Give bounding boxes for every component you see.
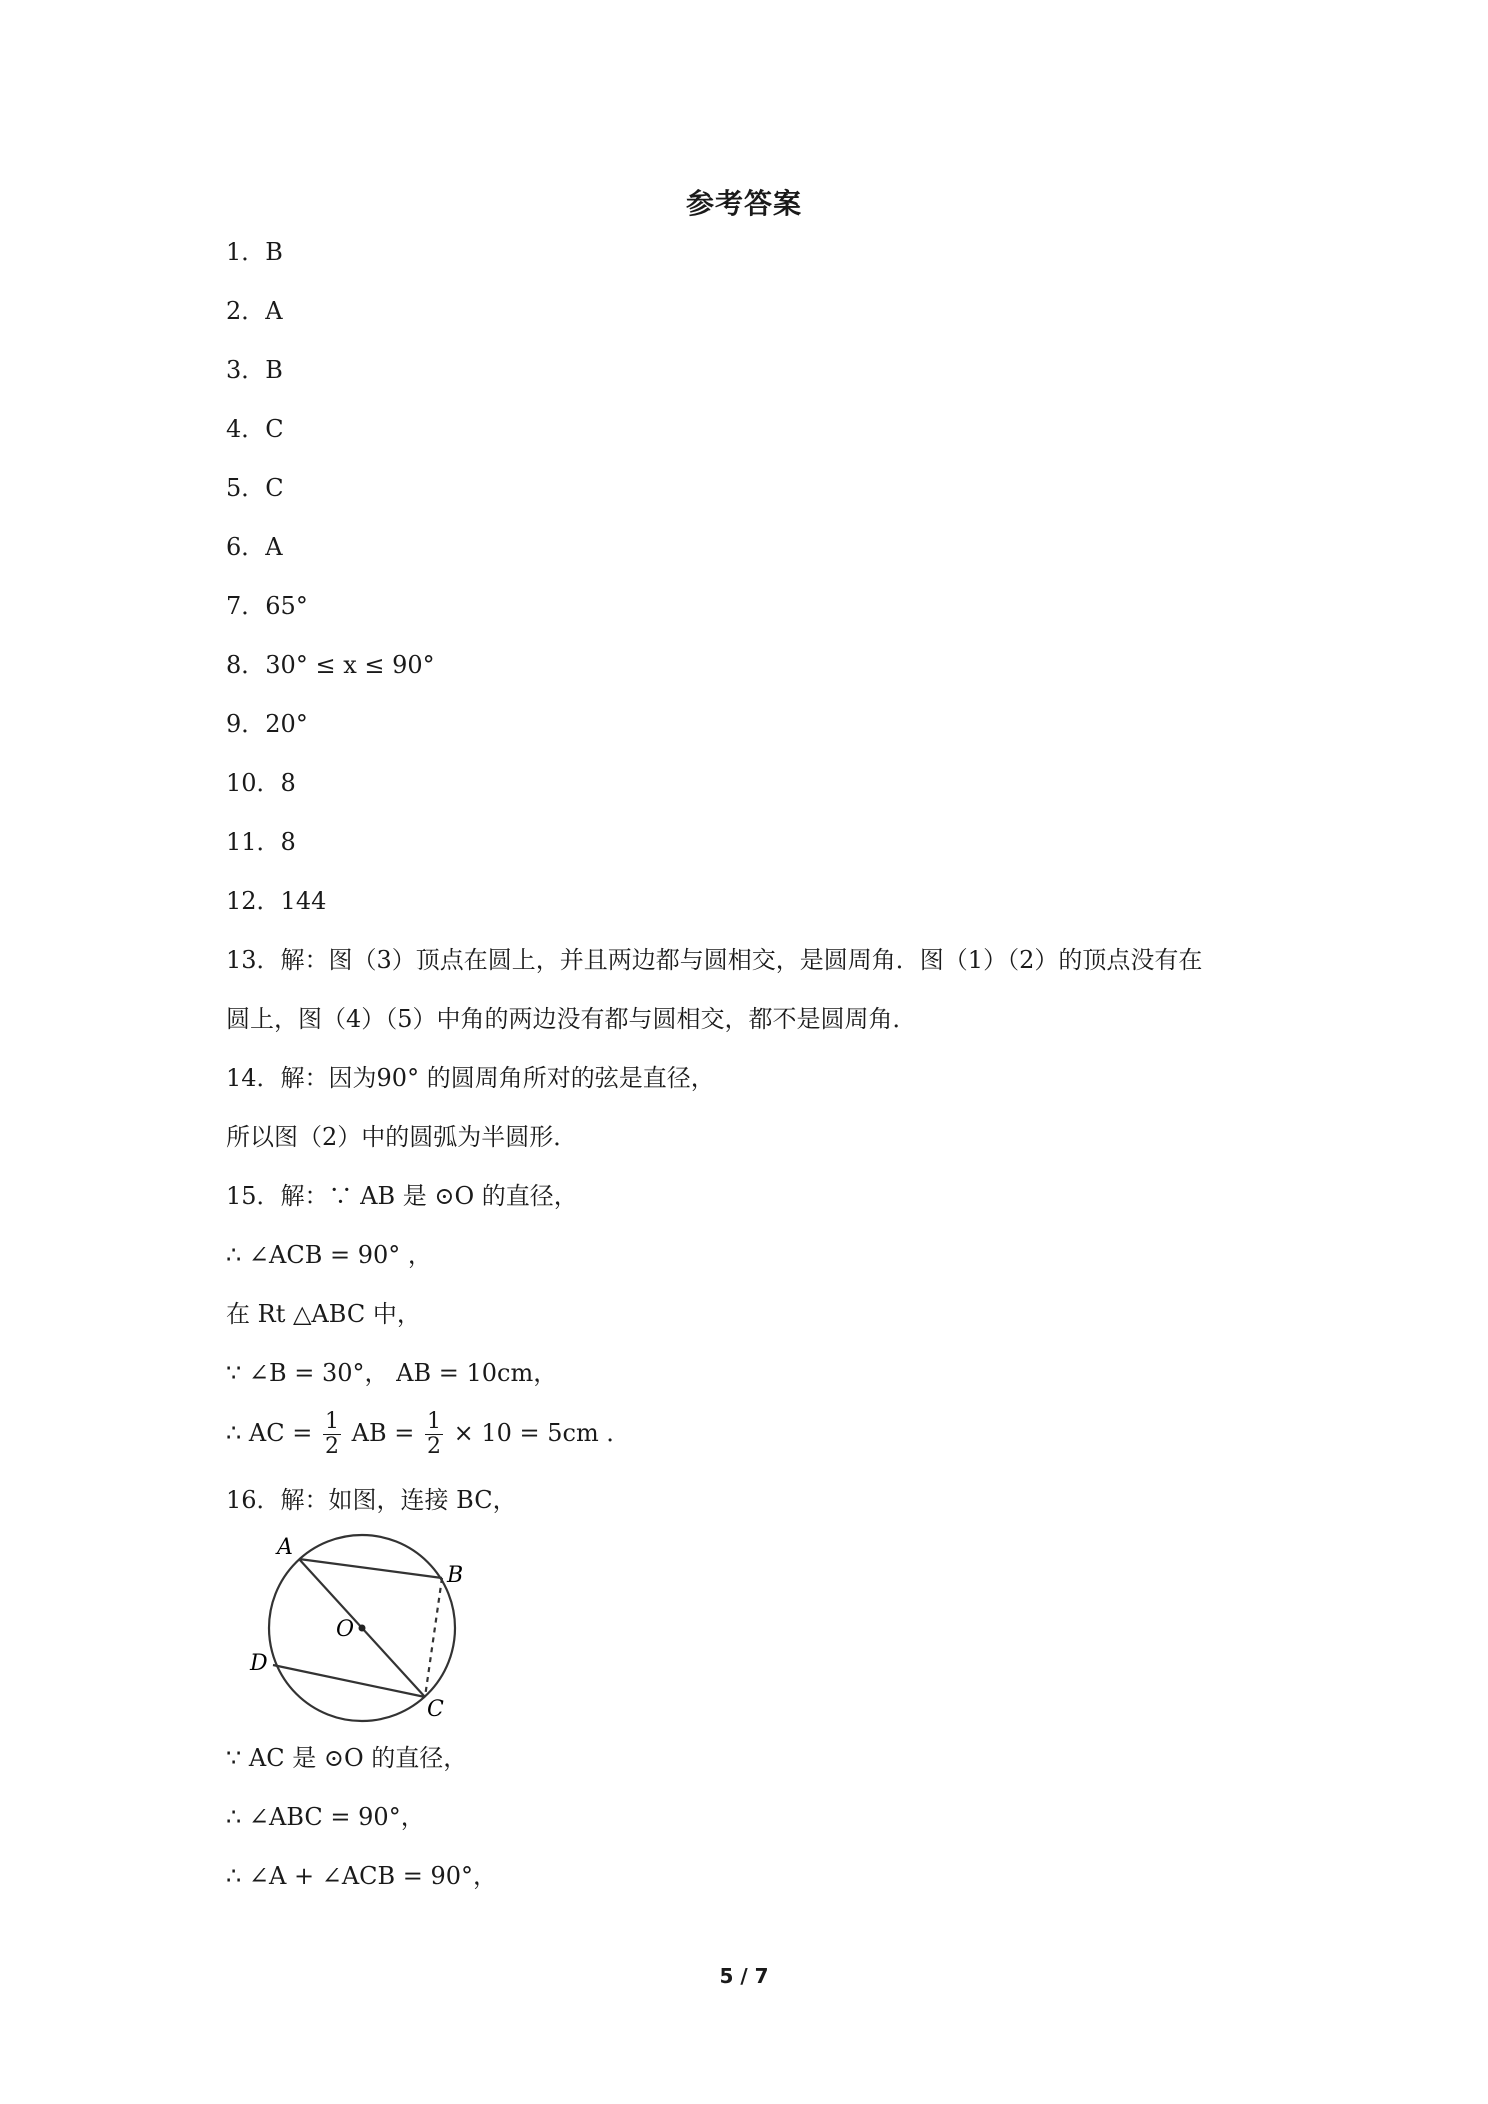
q15-line-3: 在 Rt △ABC 中， — [226, 1300, 421, 1328]
label-a: A — [277, 1535, 293, 1560]
q15-line-2: ∴ ∠ACB = 90° ， — [226, 1241, 432, 1269]
answer-8: 8．30° ≤ x ≤ 90° — [226, 651, 435, 679]
fraction-half-2: $\frac{1}{2}$ — [426, 1409, 441, 1459]
answer-10: 10．8 — [226, 769, 296, 797]
label-d: D — [250, 1651, 268, 1676]
answer-11: 11．8 — [226, 828, 296, 856]
q16-line-1: 16．解：如图，连接 BC， — [226, 1486, 517, 1514]
answer-4: 4．C — [226, 415, 284, 443]
chord-ab — [299, 1559, 442, 1578]
answer-1: 1．B — [226, 238, 283, 266]
label-c: C — [427, 1697, 444, 1722]
answer-3: 3．B — [226, 356, 283, 384]
answer-6: 6．A — [226, 533, 283, 561]
answer-7: 7．65° — [226, 592, 308, 620]
answer-5: 5．C — [226, 474, 284, 502]
q14-line-2: 所以图（2）中的圆弧为半圆形． — [226, 1123, 578, 1151]
q13-line-1: 13．解：图（3）顶点在圆上，并且两边都与圆相交，是圆周角．图（1）（2）的顶点没有在 — [226, 946, 1203, 974]
circle-figure — [240, 1528, 470, 1723]
q15-line-4: ∵ ∠B = 30°， AB = 10cm， — [226, 1359, 558, 1387]
page-number: 5 / 7 — [719, 1964, 769, 1988]
q15-line-1: 15．解：∵ AB 是 ⊙O 的直径， — [226, 1182, 578, 1210]
center-point — [359, 1625, 366, 1632]
label-o: O — [336, 1617, 355, 1642]
label-b: B — [447, 1563, 464, 1588]
q16-line-3: ∴ ∠ABC = 90°， — [226, 1803, 425, 1831]
q14-line-1: 14．解：因为90° 的圆周角所对的弦是直径， — [226, 1064, 715, 1092]
page-title: 参考答案 — [685, 187, 802, 220]
q13-line-2: 圆上，图（4）（5）中角的两边没有都与圆相交，都不是圆周角． — [226, 1005, 917, 1033]
q16-line-4: ∴ ∠A + ∠ACB = 90°， — [226, 1862, 498, 1890]
q15-line-5: ∴ AC = $\frac{1}{2}$ AB = $\frac{1}{2}$ × 10 = 5cm ． — [226, 1409, 631, 1459]
answer-9: 9．20° — [226, 710, 308, 738]
fraction-half-1: $\frac{1}{2}$ — [324, 1409, 339, 1459]
answer-2: 2．A — [226, 297, 283, 325]
q16-line-2: ∵ AC 是 ⊙O 的直径， — [226, 1744, 468, 1772]
answer-12: 12．144 — [226, 887, 327, 915]
